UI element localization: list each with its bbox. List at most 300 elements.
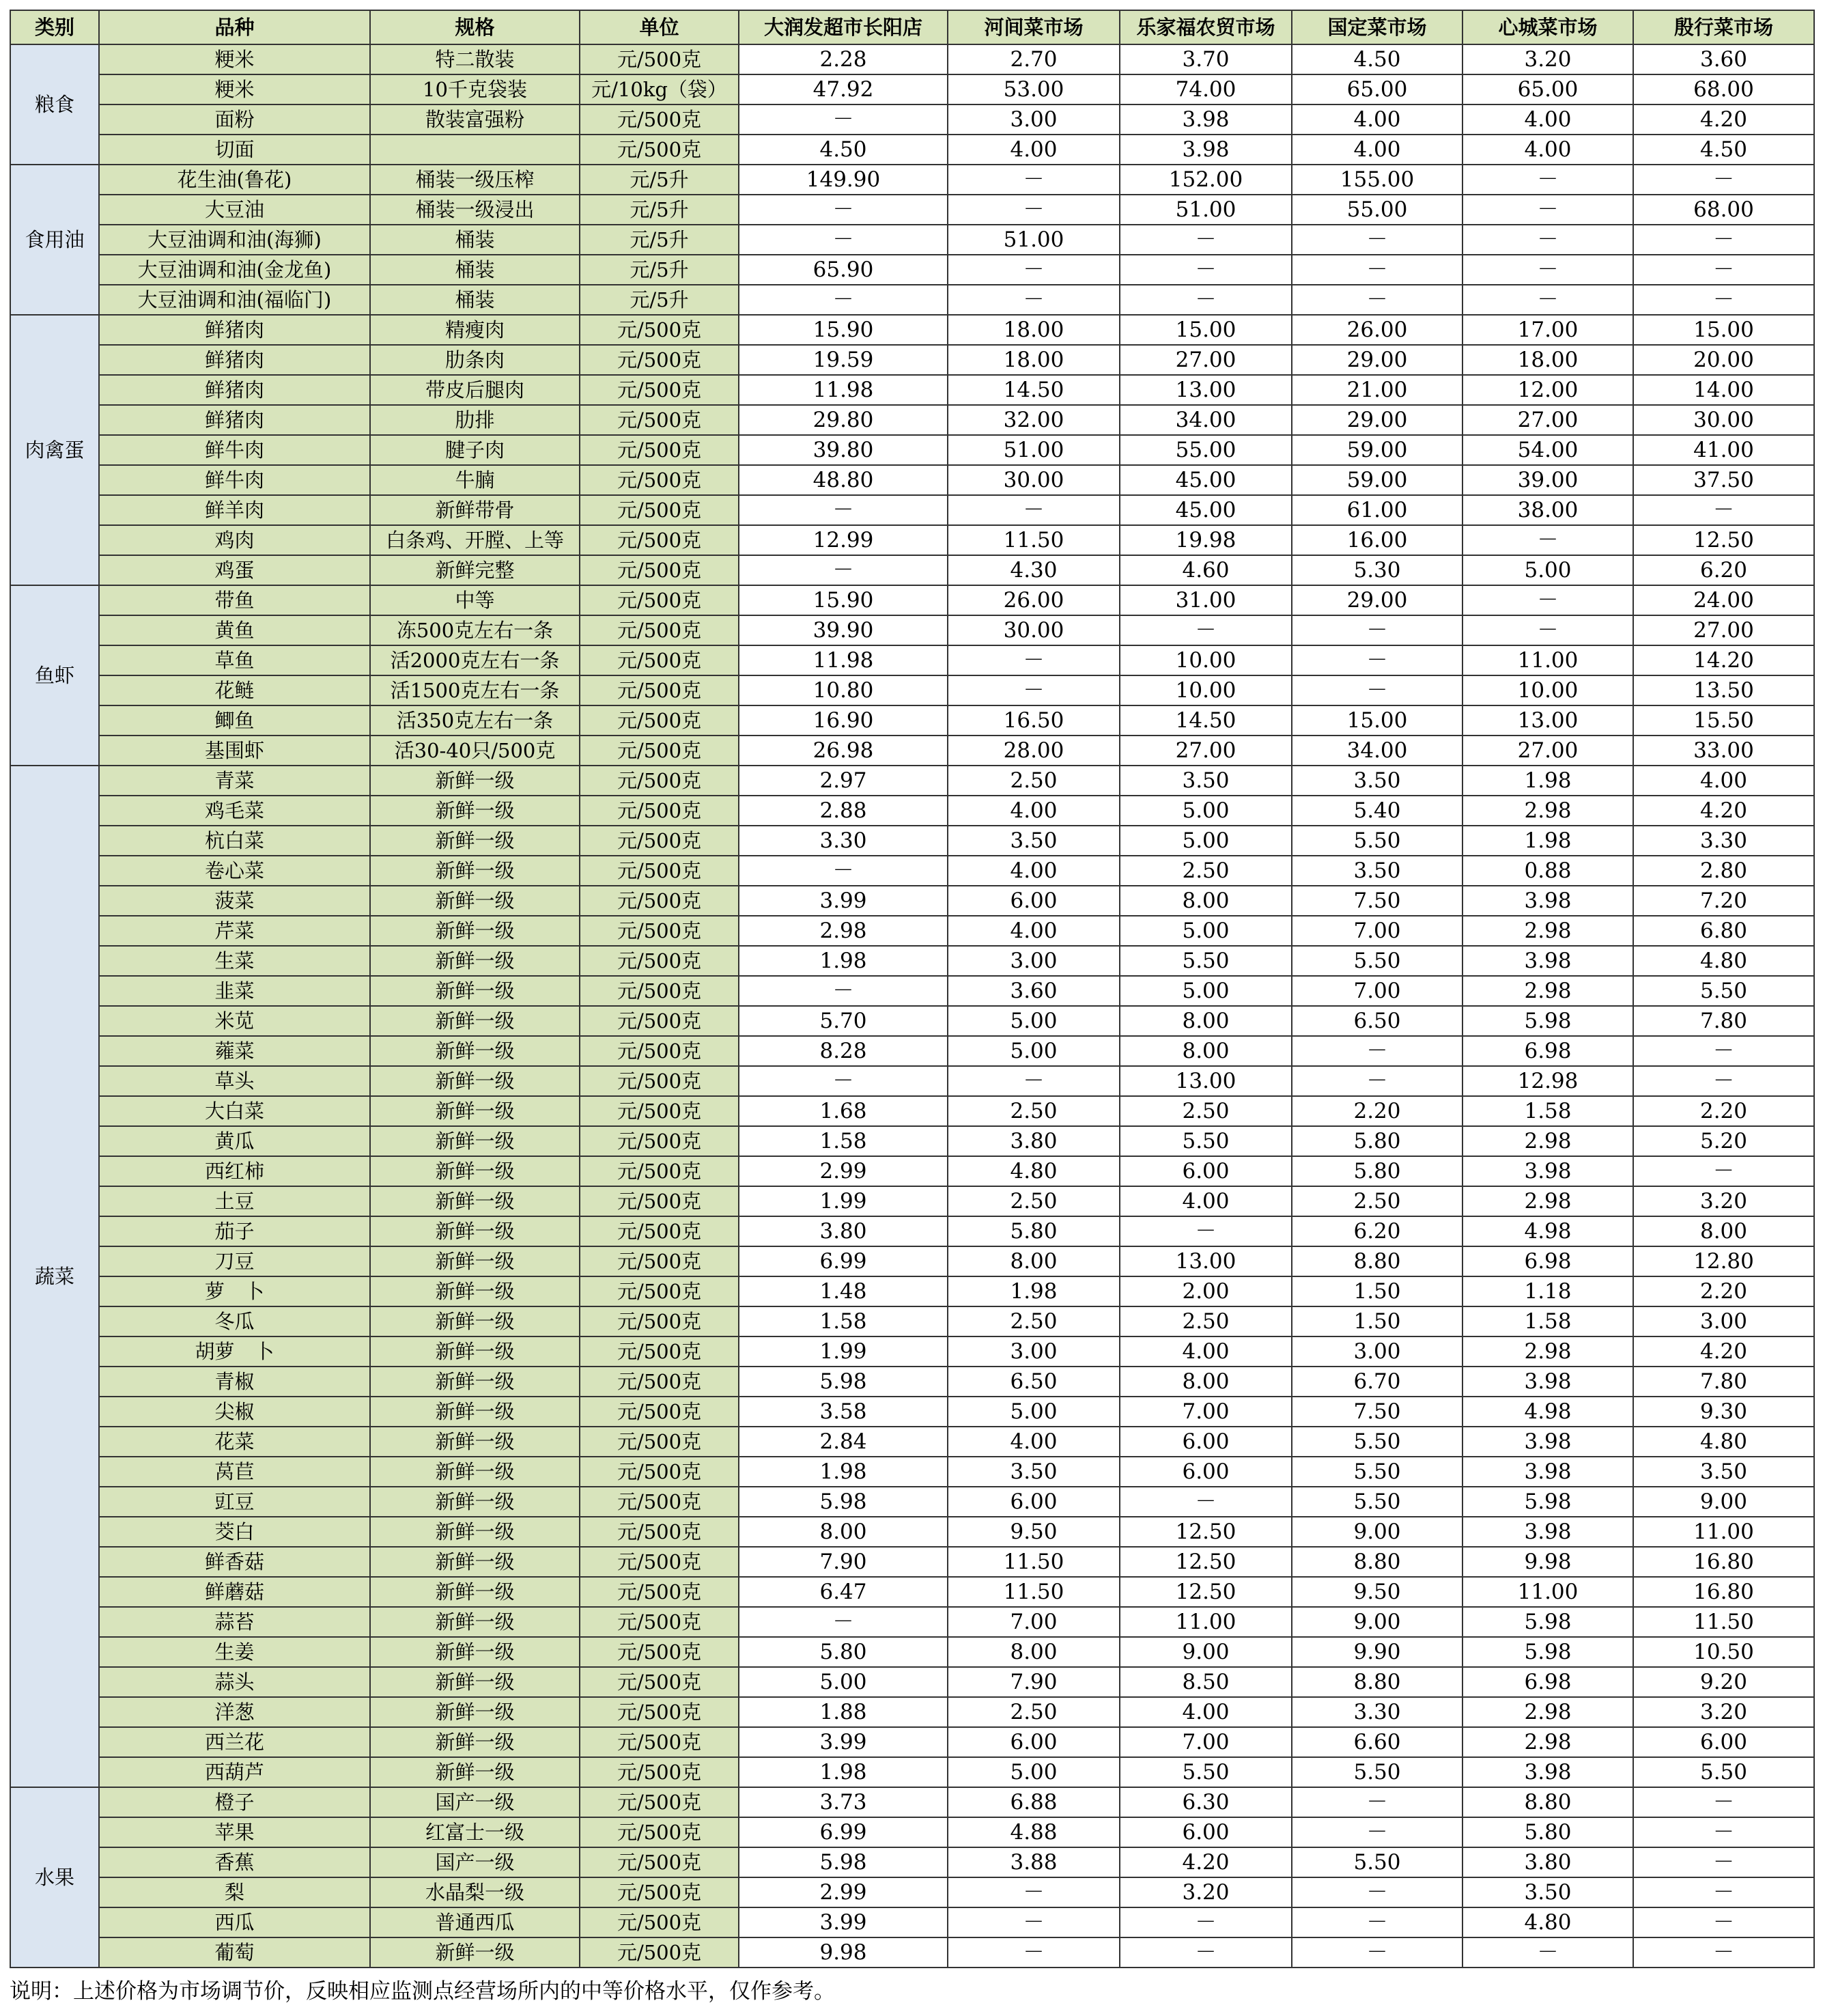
price-guoding-cell: 155.00 (1292, 165, 1462, 195)
category-cell: 鱼虾 (10, 585, 99, 766)
price-yinxing-cell: － (1633, 285, 1814, 315)
price-yinxing-cell: 37.50 (1633, 465, 1814, 495)
price-lejiafu-cell: 5.00 (1120, 796, 1292, 826)
price-lejiafu-cell: 74.00 (1120, 74, 1292, 104)
price-hejian-cell: 4.00 (948, 135, 1120, 165)
price-guoding-cell: 59.00 (1292, 465, 1462, 495)
price-guoding-cell: 7.00 (1292, 976, 1462, 1006)
price-darunfa-cell: 5.98 (739, 1367, 948, 1397)
unit-cell: 元/5升 (580, 165, 739, 195)
price-yinxing-cell: 9.20 (1633, 1667, 1814, 1697)
price-guoding-cell: － (1292, 1937, 1462, 1968)
unit-cell: 元/500克 (580, 796, 739, 826)
price-guoding-cell: 5.80 (1292, 1126, 1462, 1156)
price-xincheng-cell: 3.50 (1462, 1877, 1633, 1907)
price-guoding-cell: － (1292, 1787, 1462, 1817)
price-hejian-cell: － (948, 645, 1120, 675)
price-darunfa-cell: 5.98 (739, 1847, 948, 1877)
unit-cell: 元/5升 (580, 225, 739, 255)
spec-cell: 新鲜一级 (370, 886, 580, 916)
table-row (10, 615, 1814, 645)
unit-cell: 元/500克 (580, 1276, 739, 1306)
table-row (10, 225, 1814, 255)
price-hejian-cell: 2.50 (948, 766, 1120, 796)
price-yinxing-cell: 11.00 (1633, 1517, 1814, 1547)
price-hejian-cell: 2.50 (948, 1186, 1120, 1216)
price-darunfa-cell: 2.99 (739, 1877, 948, 1907)
spec-cell: 白条鸡、开膛、上等 (370, 525, 580, 555)
unit-cell: 元/500克 (580, 1577, 739, 1607)
price-lejiafu-cell: － (1120, 615, 1292, 645)
price-darunfa-cell: 1.99 (739, 1336, 948, 1367)
variety-cell: 茭白 (99, 1517, 370, 1547)
price-xincheng-cell: 1.58 (1462, 1306, 1633, 1336)
price-darunfa-cell: 3.80 (739, 1216, 948, 1246)
price-lejiafu-cell: 3.70 (1120, 44, 1292, 74)
price-darunfa-cell: 3.73 (739, 1787, 948, 1817)
price-guoding-cell: 5.50 (1292, 946, 1462, 976)
spec-cell: 新鲜一级 (370, 1487, 580, 1517)
price-xincheng-cell: 12.00 (1462, 375, 1633, 405)
price-lejiafu-cell: － (1120, 1937, 1292, 1968)
price-hejian-cell: 5.00 (948, 1006, 1120, 1036)
price-xincheng-cell: － (1462, 255, 1633, 285)
unit-cell: 元/500克 (580, 946, 739, 976)
table-row (10, 1757, 1814, 1787)
unit-cell: 元/500克 (580, 1246, 739, 1276)
price-lejiafu-cell: 10.00 (1120, 675, 1292, 705)
price-lejiafu-cell: 34.00 (1120, 405, 1292, 435)
price-darunfa-cell: 2.97 (739, 766, 948, 796)
price-yinxing-cell: 6.20 (1633, 555, 1814, 585)
spec-cell: 新鲜一级 (370, 1427, 580, 1457)
price-xincheng-cell: 4.00 (1462, 104, 1633, 135)
price-yinxing-cell: 13.50 (1633, 675, 1814, 705)
table-row (10, 705, 1814, 736)
price-yinxing-cell: 4.00 (1633, 766, 1814, 796)
price-hejian-cell: － (948, 1937, 1120, 1968)
price-lejiafu-cell: 152.00 (1120, 165, 1292, 195)
price-guoding-cell: 2.20 (1292, 1096, 1462, 1126)
variety-cell: 花菜 (99, 1427, 370, 1457)
price-guoding-cell: 5.40 (1292, 796, 1462, 826)
price-xincheng-cell: 5.98 (1462, 1607, 1633, 1637)
price-lejiafu-cell: 2.50 (1120, 1306, 1292, 1336)
price-darunfa-cell: 2.88 (739, 796, 948, 826)
price-guoding-cell: 4.00 (1292, 135, 1462, 165)
table-row (10, 525, 1814, 555)
price-darunfa-cell: 8.00 (739, 1517, 948, 1547)
variety-cell: 芹菜 (99, 916, 370, 946)
table-row (10, 856, 1814, 886)
price-hejian-cell: － (948, 495, 1120, 525)
table-row (10, 345, 1814, 375)
price-lejiafu-cell: － (1120, 285, 1292, 315)
price-yinxing-cell: 2.20 (1633, 1276, 1814, 1306)
table-row (10, 315, 1814, 345)
spec-cell: 精瘦肉 (370, 315, 580, 345)
variety-cell: 生姜 (99, 1637, 370, 1667)
price-yinxing-cell: 16.80 (1633, 1577, 1814, 1607)
unit-cell: 元/500克 (580, 1847, 739, 1877)
table-row (10, 1607, 1814, 1637)
price-hejian-cell: 16.50 (948, 705, 1120, 736)
price-darunfa-cell: 3.58 (739, 1397, 948, 1427)
header-market-guoding: 国定菜市场 (1292, 10, 1462, 44)
table-row (10, 645, 1814, 675)
spec-cell: 桶装一级压榨 (370, 165, 580, 195)
price-hejian-cell: 18.00 (948, 345, 1120, 375)
price-yinxing-cell: － (1633, 1817, 1814, 1847)
price-table-container (10, 10, 1813, 1968)
price-lejiafu-cell: 14.50 (1120, 705, 1292, 736)
price-darunfa-cell: 15.90 (739, 315, 948, 345)
price-hejian-cell: － (948, 1877, 1120, 1907)
price-xincheng-cell: 1.98 (1462, 826, 1633, 856)
variety-cell: 黄瓜 (99, 1126, 370, 1156)
price-hejian-cell: － (948, 255, 1120, 285)
price-guoding-cell: 65.00 (1292, 74, 1462, 104)
price-xincheng-cell: 3.20 (1462, 44, 1633, 74)
variety-cell: 土豆 (99, 1186, 370, 1216)
price-yinxing-cell: 4.20 (1633, 1336, 1814, 1367)
unit-cell: 元/500克 (580, 1036, 739, 1066)
price-xincheng-cell: 2.98 (1462, 796, 1633, 826)
variety-cell: 萝 卜 (99, 1276, 370, 1306)
price-guoding-cell: 5.50 (1292, 1457, 1462, 1487)
unit-cell: 元/500克 (580, 1006, 739, 1036)
header-row (10, 10, 1814, 44)
variety-cell: 花生油(鲁花) (99, 165, 370, 195)
variety-cell: 青椒 (99, 1367, 370, 1397)
price-hejian-cell: 9.50 (948, 1517, 1120, 1547)
table-row (10, 1096, 1814, 1126)
spec-cell: 水晶梨一级 (370, 1877, 580, 1907)
variety-cell: 鸡肉 (99, 525, 370, 555)
price-hejian-cell: 6.88 (948, 1787, 1120, 1817)
variety-cell: 莴苣 (99, 1457, 370, 1487)
spec-cell (370, 135, 580, 165)
header-category: 类别 (10, 10, 99, 44)
price-guoding-cell: － (1292, 225, 1462, 255)
table-row (10, 135, 1814, 165)
unit-cell: 元/500克 (580, 585, 739, 615)
price-lejiafu-cell: 8.00 (1120, 1006, 1292, 1036)
table-row (10, 285, 1814, 315)
price-darunfa-cell: 1.98 (739, 1457, 948, 1487)
spec-cell: 新鲜一级 (370, 1517, 580, 1547)
price-darunfa-cell: 5.80 (739, 1637, 948, 1667)
table-row (10, 1547, 1814, 1577)
price-lejiafu-cell: 3.20 (1120, 1877, 1292, 1907)
price-darunfa-cell: － (739, 976, 948, 1006)
unit-cell: 元/500克 (580, 1186, 739, 1216)
unit-cell: 元/500克 (580, 766, 739, 796)
price-darunfa-cell: 7.90 (739, 1547, 948, 1577)
table-row (10, 1637, 1814, 1667)
price-lejiafu-cell: 51.00 (1120, 195, 1292, 225)
unit-cell: 元/500克 (580, 1937, 739, 1968)
table-row (10, 555, 1814, 585)
table-row (10, 1577, 1814, 1607)
price-hejian-cell: 2.70 (948, 44, 1120, 74)
price-darunfa-cell: 48.80 (739, 465, 948, 495)
price-guoding-cell: 8.80 (1292, 1246, 1462, 1276)
unit-cell: 元/500克 (580, 345, 739, 375)
price-xincheng-cell: 54.00 (1462, 435, 1633, 465)
price-lejiafu-cell: 4.00 (1120, 1336, 1292, 1367)
spec-cell: 新鲜一级 (370, 1607, 580, 1637)
price-guoding-cell: 29.00 (1292, 585, 1462, 615)
price-darunfa-cell: 26.98 (739, 736, 948, 766)
spec-cell: 国产一级 (370, 1787, 580, 1817)
unit-cell: 元/500克 (580, 1216, 739, 1246)
unit-cell: 元/500克 (580, 135, 739, 165)
variety-cell: 粳米 (99, 74, 370, 104)
price-guoding-cell: 1.50 (1292, 1276, 1462, 1306)
variety-cell: 鲜香菇 (99, 1547, 370, 1577)
spec-cell: 散装富强粉 (370, 104, 580, 135)
variety-cell: 卷心菜 (99, 856, 370, 886)
price-xincheng-cell: 4.80 (1462, 1907, 1633, 1937)
price-hejian-cell: 6.00 (948, 1487, 1120, 1517)
price-yinxing-cell: 5.20 (1633, 1126, 1814, 1156)
price-darunfa-cell: 2.84 (739, 1427, 948, 1457)
price-lejiafu-cell: 2.50 (1120, 856, 1292, 886)
price-darunfa-cell: 29.80 (739, 405, 948, 435)
variety-cell: 大豆油调和油(福临门) (99, 285, 370, 315)
price-yinxing-cell: 3.20 (1633, 1186, 1814, 1216)
variety-cell: 大豆油 (99, 195, 370, 225)
price-darunfa-cell: 1.58 (739, 1126, 948, 1156)
price-yinxing-cell: 3.20 (1633, 1697, 1814, 1727)
spec-cell: 新鲜一级 (370, 1547, 580, 1577)
price-xincheng-cell: － (1462, 1937, 1633, 1968)
price-guoding-cell: － (1292, 285, 1462, 315)
price-guoding-cell: 3.50 (1292, 766, 1462, 796)
price-hejian-cell: 30.00 (948, 615, 1120, 645)
category-cell: 粮食 (10, 44, 99, 165)
variety-cell: 黄鱼 (99, 615, 370, 645)
price-hejian-cell: 3.50 (948, 1457, 1120, 1487)
header-market-darunfa: 大润发超市长阳店 (739, 10, 948, 44)
price-guoding-cell: 26.00 (1292, 315, 1462, 345)
unit-cell: 元/500克 (580, 495, 739, 525)
price-darunfa-cell: － (739, 555, 948, 585)
variety-cell: 韭菜 (99, 976, 370, 1006)
spec-cell: 新鲜一级 (370, 826, 580, 856)
price-guoding-cell: 5.50 (1292, 1757, 1462, 1787)
unit-cell: 元/500克 (580, 1787, 739, 1817)
price-lejiafu-cell: 8.00 (1120, 1367, 1292, 1397)
price-hejian-cell: 1.98 (948, 1276, 1120, 1306)
variety-cell: 洋葱 (99, 1697, 370, 1727)
variety-cell: 草头 (99, 1066, 370, 1096)
table-row (10, 1036, 1814, 1066)
price-hejian-cell: 28.00 (948, 736, 1120, 766)
price-darunfa-cell: 11.98 (739, 645, 948, 675)
price-lejiafu-cell: 45.00 (1120, 465, 1292, 495)
unit-cell: 元/10kg（袋） (580, 74, 739, 104)
price-hejian-cell: 26.00 (948, 585, 1120, 615)
price-hejian-cell: 4.88 (948, 1817, 1120, 1847)
price-darunfa-cell: － (739, 285, 948, 315)
header-variety: 品种 (99, 10, 370, 44)
price-xincheng-cell: 3.98 (1462, 1757, 1633, 1787)
table-row (10, 44, 1814, 74)
price-hejian-cell: 3.50 (948, 826, 1120, 856)
spec-cell: 特二散装 (370, 44, 580, 74)
price-guoding-cell: 21.00 (1292, 375, 1462, 405)
variety-cell: 刀豆 (99, 1246, 370, 1276)
variety-cell: 大豆油调和油(金龙鱼) (99, 255, 370, 285)
price-hejian-cell: 6.00 (948, 1727, 1120, 1757)
price-yinxing-cell: 6.00 (1633, 1727, 1814, 1757)
price-xincheng-cell: 3.98 (1462, 946, 1633, 976)
price-xincheng-cell: 2.98 (1462, 976, 1633, 1006)
table-row (10, 1066, 1814, 1096)
price-darunfa-cell: 6.99 (739, 1246, 948, 1276)
price-yinxing-cell: 2.20 (1633, 1096, 1814, 1126)
price-hejian-cell: 3.00 (948, 104, 1120, 135)
price-xincheng-cell: － (1462, 195, 1633, 225)
price-lejiafu-cell: 3.50 (1120, 766, 1292, 796)
unit-cell: 元/500克 (580, 104, 739, 135)
table-row (10, 1907, 1814, 1937)
spec-cell: 中等 (370, 585, 580, 615)
price-lejiafu-cell: 15.00 (1120, 315, 1292, 345)
price-lejiafu-cell: 4.00 (1120, 1697, 1292, 1727)
price-yinxing-cell: － (1633, 1066, 1814, 1096)
spec-cell: 腱子肉 (370, 435, 580, 465)
price-hejian-cell: 8.00 (948, 1246, 1120, 1276)
price-lejiafu-cell: － (1120, 225, 1292, 255)
table-row (10, 1306, 1814, 1336)
price-hejian-cell: 3.00 (948, 1336, 1120, 1367)
price-yinxing-cell: 27.00 (1633, 615, 1814, 645)
spec-cell: 桶装 (370, 255, 580, 285)
price-xincheng-cell: － (1462, 615, 1633, 645)
spec-cell: 新鲜一级 (370, 1246, 580, 1276)
price-darunfa-cell: 19.59 (739, 345, 948, 375)
price-xincheng-cell: 10.00 (1462, 675, 1633, 705)
price-lejiafu-cell: 19.98 (1120, 525, 1292, 555)
table-row (10, 1487, 1814, 1517)
header-spec: 规格 (370, 10, 580, 44)
table-row (10, 1427, 1814, 1457)
table-row (10, 1697, 1814, 1727)
variety-cell: 鸡蛋 (99, 555, 370, 585)
unit-cell: 元/500克 (580, 555, 739, 585)
price-xincheng-cell: 6.98 (1462, 1246, 1633, 1276)
price-xincheng-cell: 9.98 (1462, 1547, 1633, 1577)
unit-cell: 元/500克 (580, 1547, 739, 1577)
price-yinxing-cell: 4.80 (1633, 946, 1814, 976)
price-yinxing-cell: 3.50 (1633, 1457, 1814, 1487)
price-guoding-cell: 9.50 (1292, 1577, 1462, 1607)
price-hejian-cell: － (948, 165, 1120, 195)
price-xincheng-cell: 4.00 (1462, 135, 1633, 165)
price-lejiafu-cell: 27.00 (1120, 345, 1292, 375)
unit-cell: 元/500克 (580, 44, 739, 74)
price-darunfa-cell: 12.99 (739, 525, 948, 555)
price-darunfa-cell: － (739, 195, 948, 225)
price-xincheng-cell: 12.98 (1462, 1066, 1633, 1096)
unit-cell: 元/500克 (580, 615, 739, 645)
price-yinxing-cell: 68.00 (1633, 74, 1814, 104)
table-row (10, 1937, 1814, 1968)
table-row (10, 1276, 1814, 1306)
price-lejiafu-cell: 5.50 (1120, 1126, 1292, 1156)
spec-cell: 新鲜一级 (370, 1126, 580, 1156)
price-guoding-cell: 55.00 (1292, 195, 1462, 225)
price-guoding-cell: － (1292, 645, 1462, 675)
variety-cell: 蒜头 (99, 1667, 370, 1697)
price-hejian-cell: － (948, 1907, 1120, 1937)
price-lejiafu-cell: 3.98 (1120, 135, 1292, 165)
price-guoding-cell: － (1292, 615, 1462, 645)
header-market-yinxing: 殷行菜市场 (1633, 10, 1814, 44)
footnote: 说明：上述价格为市场调节价，反映相应监测点经营场所内的中等价格水平，仅作参考。 (10, 1979, 835, 2004)
price-darunfa-cell: 39.90 (739, 615, 948, 645)
category-cell: 肉禽蛋 (10, 315, 99, 585)
price-darunfa-cell: － (739, 856, 948, 886)
price-lejiafu-cell: － (1120, 255, 1292, 285)
price-lejiafu-cell: 5.00 (1120, 976, 1292, 1006)
price-guoding-cell: 29.00 (1292, 405, 1462, 435)
variety-cell: 花鲢 (99, 675, 370, 705)
unit-cell: 元/500克 (580, 525, 739, 555)
price-darunfa-cell: － (739, 225, 948, 255)
price-xincheng-cell: 5.00 (1462, 555, 1633, 585)
price-lejiafu-cell: 4.60 (1120, 555, 1292, 585)
price-darunfa-cell: － (739, 104, 948, 135)
price-yinxing-cell: 3.00 (1633, 1306, 1814, 1336)
table-row (10, 736, 1814, 766)
table-row (10, 946, 1814, 976)
price-lejiafu-cell: 6.30 (1120, 1787, 1292, 1817)
unit-cell: 元/500克 (580, 645, 739, 675)
table-row (10, 826, 1814, 856)
variety-cell: 生菜 (99, 946, 370, 976)
price-guoding-cell: 9.90 (1292, 1637, 1462, 1667)
unit-cell: 元/500克 (580, 435, 739, 465)
price-darunfa-cell: 1.98 (739, 946, 948, 976)
table-row (10, 796, 1814, 826)
spec-cell: 新鲜一级 (370, 1397, 580, 1427)
table-row (10, 1787, 1814, 1817)
price-xincheng-cell: 27.00 (1462, 405, 1633, 435)
variety-cell: 葡萄 (99, 1937, 370, 1968)
table-row (10, 585, 1814, 615)
table-row (10, 766, 1814, 796)
price-guoding-cell: 3.30 (1292, 1697, 1462, 1727)
unit-cell: 元/500克 (580, 1066, 739, 1096)
spec-cell: 新鲜一级 (370, 1216, 580, 1246)
price-yinxing-cell: － (1633, 1156, 1814, 1186)
price-lejiafu-cell: 13.00 (1120, 1066, 1292, 1096)
price-hejian-cell: － (948, 1066, 1120, 1096)
price-guoding-cell: 6.50 (1292, 1006, 1462, 1036)
price-hejian-cell: 2.50 (948, 1697, 1120, 1727)
unit-cell: 元/500克 (580, 1697, 739, 1727)
price-yinxing-cell: 15.00 (1633, 315, 1814, 345)
variety-cell: 鲜牛肉 (99, 465, 370, 495)
price-xincheng-cell: － (1462, 525, 1633, 555)
price-darunfa-cell: 3.99 (739, 1907, 948, 1937)
price-hejian-cell: 6.50 (948, 1367, 1120, 1397)
table-row (10, 976, 1814, 1006)
